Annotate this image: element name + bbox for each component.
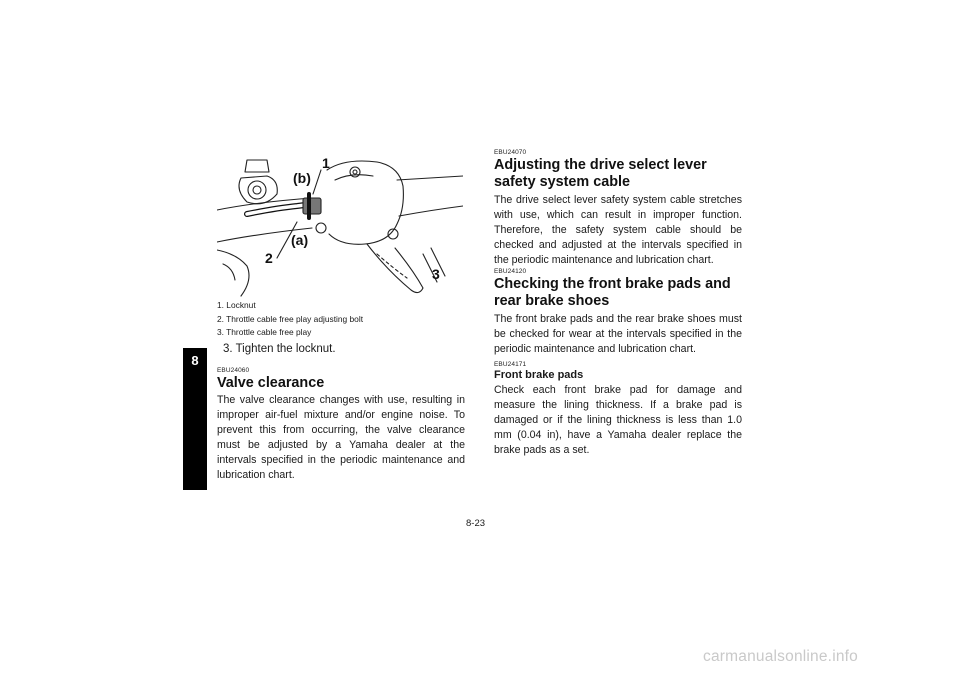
- callout-3: 3: [432, 266, 440, 282]
- section-title: Valve clearance: [217, 375, 325, 391]
- caption-adjusting-bolt: 2. Throttle cable free play adjusting bolt: [217, 313, 364, 324]
- step-tighten-locknut: 3. Tighten the locknut.: [223, 343, 336, 355]
- callout-2: 2: [265, 250, 273, 266]
- section-body: The drive select lever safety system cable stretches with use, which can result in improper function. Therefore, the safety system cable should be checked and adjusted at the intervals specified in the periodic maintenance and lubrication chart.: [494, 194, 742, 267]
- section-body: Check each front brake pad for damage and measure the lining thickness. If a brake pad is damaged or if the lining thickness is less than 1.0 mm (0.04 in), have a Yamaha dealer replace the brake pads as a set.: [494, 384, 742, 457]
- brake-section: [494, 268, 742, 357]
- section-title: Checking the front brake pads and rear brake shoes: [494, 276, 731, 309]
- page-number: 8-23: [466, 518, 486, 529]
- callout-a: (a): [291, 232, 309, 248]
- throttle-figure: [217, 150, 463, 300]
- caption-free-play: 3. Throttle cable free play: [217, 327, 312, 337]
- throttle-illustration: [217, 150, 463, 300]
- figure-captions: [217, 299, 465, 340]
- pads-section: [494, 361, 742, 458]
- section-code: EBU24060: [217, 367, 250, 374]
- section-code: EBU24120: [494, 268, 527, 275]
- watermark: carmanualsonline.info: [703, 648, 858, 665]
- valve-section: [217, 367, 465, 484]
- section-title: Front brake pads: [494, 369, 584, 381]
- callout-b: (b): [293, 170, 311, 186]
- section-code: EBU24070: [494, 149, 527, 156]
- section-body: The valve clearance changes with use, resulting in improper air-fuel mixture and/or engine noise. To prevent this from occurring, the valve clearance must be adjusted by a Yamaha dealer at the intervals specified in the periodic maintenance and lubrication chart.: [217, 394, 465, 482]
- caption-locknut: 1. Locknut: [217, 300, 256, 310]
- chapter-tab: 8: [183, 348, 207, 490]
- section-body: The front brake pads and the rear brake shoes must be checked for wear at the intervals specified in the periodic maintenance and lubrication chart.: [494, 313, 742, 356]
- section-code: EBU24171: [494, 361, 527, 368]
- callout-1: 1: [322, 155, 330, 171]
- section-title: Adjusting the drive select lever safety system cable: [494, 157, 707, 190]
- drive-section: [494, 149, 742, 268]
